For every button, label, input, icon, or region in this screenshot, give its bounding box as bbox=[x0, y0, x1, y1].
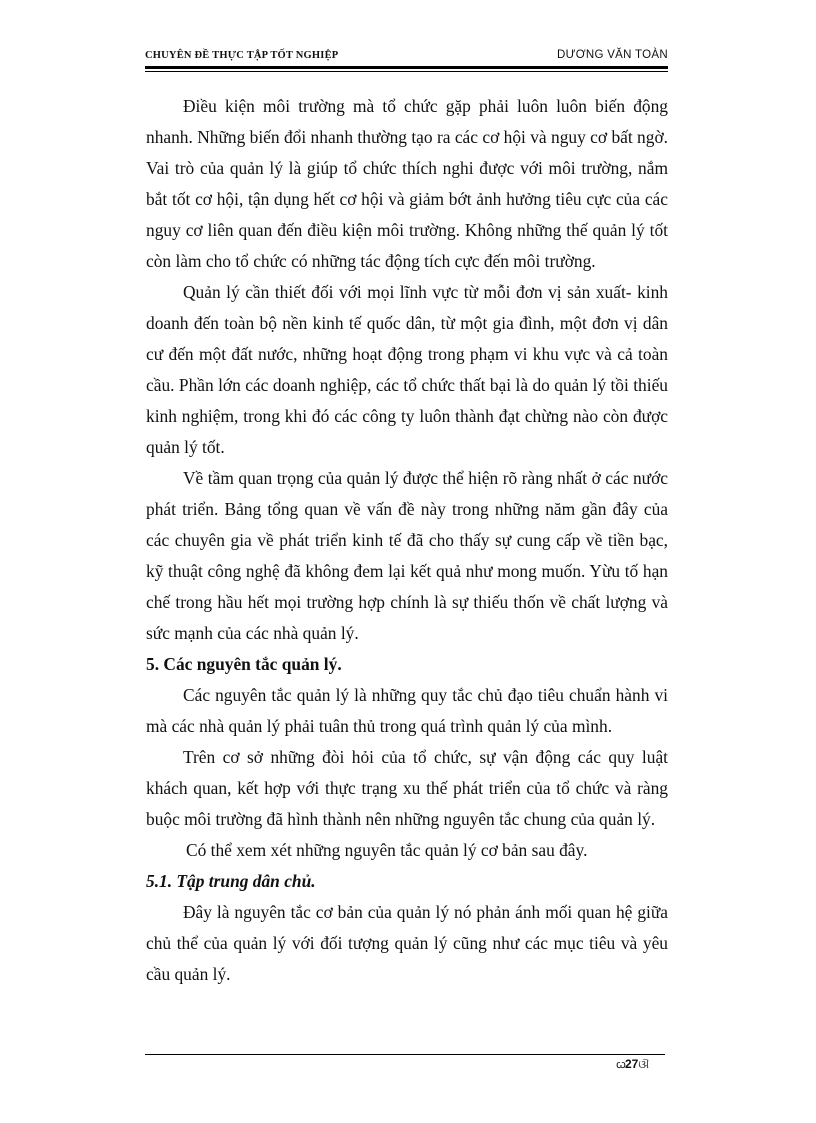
section-5-1-heading: 5.1. Tập trung dân chủ. bbox=[146, 871, 316, 891]
header-title: CHUYÊN ĐỀ THỰC TẬP TỐT NGHIỆP bbox=[145, 50, 339, 61]
ornament-right-icon: ଔ bbox=[638, 1059, 648, 1071]
paragraph-3: Về tầm quan trọng của quản lý được thể hiện rõ ràng nhất ở các nước phát triển. Bảng tổng quan về vấn đề này trong những năm gần đây của các chuyên gia về phát triển kinh tế đã cho thấy sự cung cấp về tiền bạc, kỹ thuật công nghệ đã không đem lại kết quả như mong muốn. Yừu tố hạn chế trong hầu hết mọi trường hợp chính là sự thiếu thốn về chất lượng và sức mạnh của các nhà quản lý. bbox=[146, 468, 668, 643]
section-5-paragraph-2: Trên cơ sở những đòi hỏi của tổ chức, sự vận động các quy luật khách quan, kết hợp với thực trạng xu thế phát triển của tổ chức và ràng buộc môi trường đã hình thành nên những nguyên tắc chung của quản lý. bbox=[146, 747, 668, 829]
section-5-heading: 5. Các nguyên tắc quản lý. bbox=[146, 654, 342, 674]
footer-rule bbox=[145, 1054, 665, 1055]
section-5-1-paragraph: Đây là nguyên tắc cơ bản của quản lý nó phản ánh mối quan hệ giữa chủ thể của quản lý với đối tượng quản lý cũng như các mục tiêu và yêu cầu quản lý. bbox=[146, 902, 668, 984]
body-text bbox=[146, 91, 668, 990]
section-5-paragraph-3: Có thể xem xét những nguyên tắc quản lý cơ bản sau đây. bbox=[186, 840, 588, 860]
page-header bbox=[145, 46, 668, 66]
ornament-left-icon: ꞷ bbox=[616, 1059, 625, 1071]
page-number bbox=[616, 1057, 648, 1072]
section-5-paragraph-1: Các nguyên tắc quản lý là những quy tắc chủ đạo tiêu chuẩn hành vi mà các nhà quản lý phải tuân thủ trong quá trình quản lý của mình. bbox=[146, 685, 668, 736]
paragraph-1: Điều kiện môi trường mà tổ chức gặp phải luôn luôn biến động nhanh. Những biến đổi nhanh thường tạo ra các cơ hội và nguy cơ bất ngờ. Vai trò của quản lý là giúp tổ chức thích nghi được với môi trường, nắm bắt tốt cơ hội, tận dụng hết cơ hội và giảm bớt ảnh hưởng tiêu cực của các nguy cơ liên quan đến điều kiện môi trường. Không những thế quản lý tốt còn làm cho tổ chức có những tác động tích cực đến môi trường. bbox=[146, 96, 668, 271]
header-rule-thin bbox=[145, 71, 668, 72]
header-author: DƯƠNG VĂN TOÀN bbox=[556, 49, 668, 61]
paragraph-2: Quản lý cần thiết đối với mọi lĩnh vực từ mỗi đơn vị sản xuất- kinh doanh đến toàn bộ nền kinh tế quốc dân, từ một gia đình, một đơn vị dân cư đến một đất nước, những hoạt động trong phạm vi khu vực và cả toàn cầu. Phần lớn các doanh nghiệp, các tổ chức thất bại là do quản lý tồi thiếu kinh nghiệm, trong khi đó các công ty luôn thành đạt chừng nào còn được quản lý tốt. bbox=[146, 282, 668, 457]
header-rule-thick bbox=[145, 66, 668, 69]
page-number-value: 27 bbox=[624, 1057, 639, 1071]
